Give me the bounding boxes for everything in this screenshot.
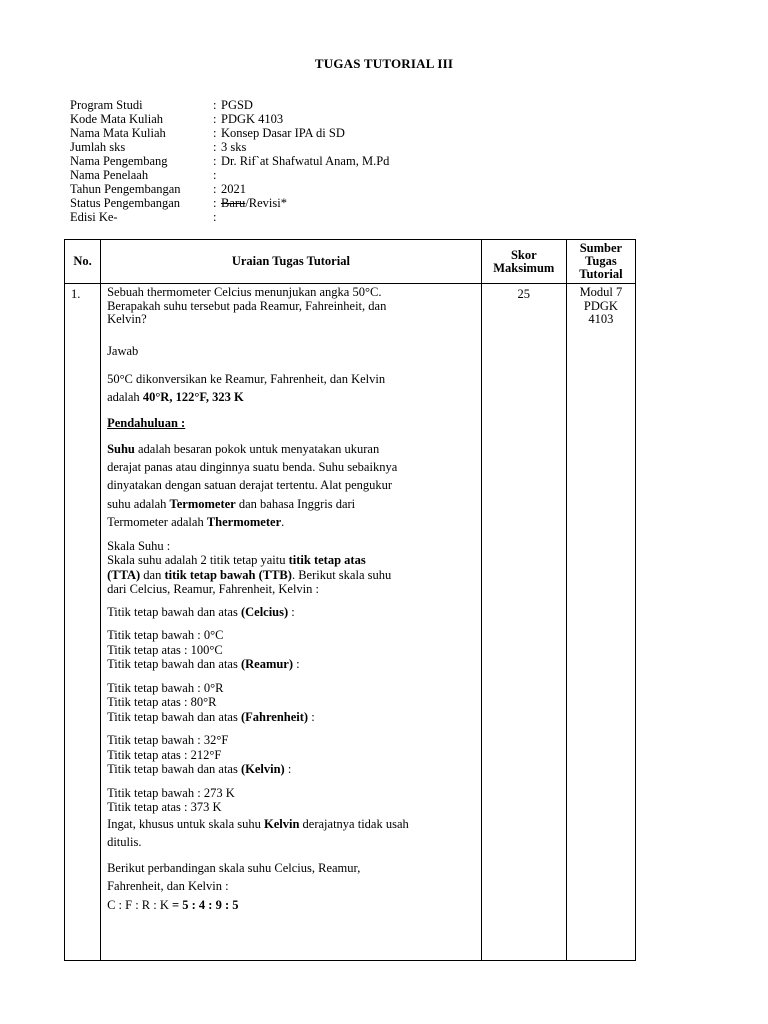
question-line: Kelvin?: [107, 312, 147, 326]
text: Titik tetap bawah dan atas: [107, 709, 241, 724]
reamur-atas: Titik tetap atas : 80°R: [107, 695, 217, 710]
header-skor: [481, 240, 566, 284]
meta-colon: :: [213, 112, 217, 126]
row-uraian: [101, 284, 482, 961]
meta-value: Dr. Rif`at Shafwatul Anam, M.Pd: [221, 154, 390, 168]
reamur-bawah: Titik tetap bawah : 0°R: [107, 680, 224, 695]
question-line: Sebuah thermometer Celcius menunjukan angka 50°C.: [107, 285, 382, 299]
meta-status-pengembangan: [70, 196, 389, 210]
meta-label: Status Pengembangan: [70, 196, 181, 210]
celcius-bawah: Titik tetap bawah : 0°C: [107, 628, 224, 643]
pendahuluan-heading: Pendahuluan :: [107, 416, 186, 431]
header-uraian: Uraian Tugas Tutorial: [101, 240, 482, 284]
meta-colon: :: [213, 126, 217, 140]
meta-label: Nama Pengembang: [70, 154, 168, 168]
header-no: No.: [65, 240, 101, 284]
scale-heading-reamur: [107, 657, 475, 672]
answer-line: 50°C dikonversikan ke Reamur, Fahrenheit, dan Kelvin: [107, 372, 386, 386]
struck-option: Baru: [221, 196, 246, 210]
text: Titik tetap bawah dan atas: [107, 657, 241, 672]
meta-colon: :: [213, 182, 217, 196]
skala-line: [107, 553, 475, 568]
celcius-atas: Titik tetap atas : 100°C: [107, 642, 223, 657]
fahrenheit-bawah: Titik tetap bawah : 32°F: [107, 733, 229, 748]
meta-value: PGSD: [221, 98, 253, 112]
text: dan bahasa Inggris dari: [235, 496, 356, 511]
text: :: [293, 657, 300, 672]
text: Titik tetap bawah dan atas: [107, 762, 241, 777]
kelvin-bawah: Titik tetap bawah : 273 K: [107, 785, 235, 800]
header-sumber-line: Tutorial: [579, 267, 623, 281]
suhu-paragraph-line: dinyatakan dengan satuan derajat tertentu. Alat pengukur: [107, 478, 393, 493]
reamur-label: (Reamur): [240, 657, 294, 672]
row-skor: 25: [481, 284, 566, 961]
tta-term: titik tetap atas: [288, 553, 366, 568]
header-sumber-line: Sumber: [579, 241, 623, 255]
table-row: [65, 284, 636, 961]
document-title: TUGAS TUTORIAL III: [314, 56, 454, 71]
meta-nama-pengembang: [70, 154, 389, 168]
ratio-line: [107, 896, 475, 915]
meta-program-studi: [70, 98, 389, 112]
suhu-paragraph-line: [107, 513, 475, 531]
row-sumber: [566, 284, 635, 961]
text: :: [284, 762, 292, 777]
meta-nama-penelaah: [70, 168, 389, 182]
table-header-row: [65, 240, 636, 284]
suhu-paragraph-line: derajat panas atau dinginnya suatu benda. Suhu sebaiknya: [107, 460, 398, 475]
text: .: [281, 514, 285, 529]
meta-value: PDGK 4103: [221, 112, 284, 126]
meta-label: Jumlah sks: [70, 140, 126, 154]
meta-label: Program Studi: [70, 98, 143, 112]
perbandingan-line: Berikut perbandingan skala suhu Celcius, Reamur,: [107, 860, 361, 875]
jawab-label: Jawab: [107, 343, 139, 358]
header-skor-line: Skor: [510, 247, 537, 262]
celcius-label: (Celcius): [240, 604, 289, 619]
ratio-value: = 5 : 4 : 9 : 5: [172, 897, 239, 912]
ratio-prefix: C : F : R : K: [107, 897, 173, 912]
meta-kode-mata-kuliah: [70, 112, 389, 126]
sumber-line: Modul 7: [579, 285, 623, 299]
answer-line: [107, 388, 475, 406]
text: Skala suhu adalah 2 titik tetap yaitu: [107, 553, 289, 568]
meta-colon: :: [213, 140, 217, 154]
skala-line: [107, 568, 475, 583]
text: suhu adalah: [107, 496, 170, 511]
kelvin-atas: Titik tetap atas : 373 K: [107, 800, 222, 815]
termometer-term: Termometer: [169, 496, 236, 511]
meta-colon: :: [213, 210, 217, 224]
text: :: [308, 709, 315, 724]
meta-jumlah-sks: [70, 140, 389, 154]
text: derajatnya tidak usah: [299, 816, 409, 831]
meta-value: [221, 196, 287, 210]
meta-label: Kode Mata Kuliah: [70, 112, 164, 126]
answer-prefix: adalah: [107, 390, 143, 405]
ingat-line: ditulis.: [107, 835, 142, 850]
text: . Berikut skala suhu: [291, 567, 392, 582]
meta-value: 3 sks: [221, 140, 247, 154]
text: Termometer adalah: [107, 514, 207, 529]
selected-option: /Revisi*: [245, 196, 287, 210]
meta-colon: :: [213, 196, 217, 210]
header-sumber: [566, 240, 635, 284]
meta-tahun-pengembangan: [70, 182, 389, 196]
answer-values: 40°R, 122°F, 323 K: [142, 390, 244, 405]
course-metadata: [70, 98, 389, 224]
meta-nama-mata-kuliah: [70, 126, 389, 140]
sumber-line: 4103: [588, 312, 614, 326]
fahrenheit-atas: Titik tetap atas : 212°F: [107, 747, 222, 762]
meta-colon: :: [213, 154, 217, 168]
meta-value: Konsep Dasar IPA di SD: [221, 126, 345, 140]
tutorial-table: [64, 239, 636, 961]
text: Ingat, khusus untuk skala suhu: [107, 816, 264, 831]
meta-edisi: [70, 210, 389, 224]
fahrenheit-label: (Fahrenheit): [240, 709, 309, 724]
text: dan: [140, 567, 165, 582]
thermometer-term: Thermometer: [206, 514, 282, 529]
header-sumber-line: Tugas: [585, 254, 617, 268]
scale-heading-fahrenheit: [107, 710, 475, 725]
text: :: [288, 604, 295, 619]
meta-label: Nama Penelaah: [70, 168, 149, 182]
perbandingan-line: Fahrenheit, dan Kelvin :: [107, 879, 229, 894]
tta-abbr: (TTA): [107, 567, 141, 582]
suhu-paragraph-line: [107, 495, 475, 513]
meta-colon: :: [213, 98, 217, 112]
meta-colon: :: [213, 168, 217, 182]
scale-heading-celcius: [107, 605, 475, 620]
ingat-term: Kelvin: [264, 816, 300, 831]
text: Titik tetap bawah dan atas: [107, 604, 241, 619]
meta-value: 2021: [221, 182, 246, 196]
suhu-paragraph-line: [107, 440, 475, 458]
ingat-line: [107, 815, 475, 834]
row-number: 1.: [65, 284, 101, 961]
text: adalah besaran pokok untuk menyatakan ukuran: [134, 441, 380, 456]
sumber-line: PDGK: [583, 298, 618, 313]
question-line: Berapakah suhu tersebut pada Reamur, Fahreinheit, dan: [107, 298, 387, 313]
kelvin-label: (Kelvin): [240, 762, 285, 777]
header-skor-line: Maksimum: [493, 260, 555, 275]
ttb-term: titik tetap bawah (TTB): [164, 567, 292, 582]
skala-heading: Skala Suhu :: [107, 538, 171, 553]
skala-line: dari Celcius, Reamur, Fahrenheit, Kelvin :: [107, 582, 320, 597]
suhu-term: Suhu: [107, 441, 135, 456]
meta-label: Edisi Ke-: [70, 210, 118, 224]
scale-heading-kelvin: [107, 762, 475, 777]
meta-label: Nama Mata Kuliah: [70, 126, 166, 140]
meta-label: Tahun Pengembangan: [70, 182, 181, 196]
